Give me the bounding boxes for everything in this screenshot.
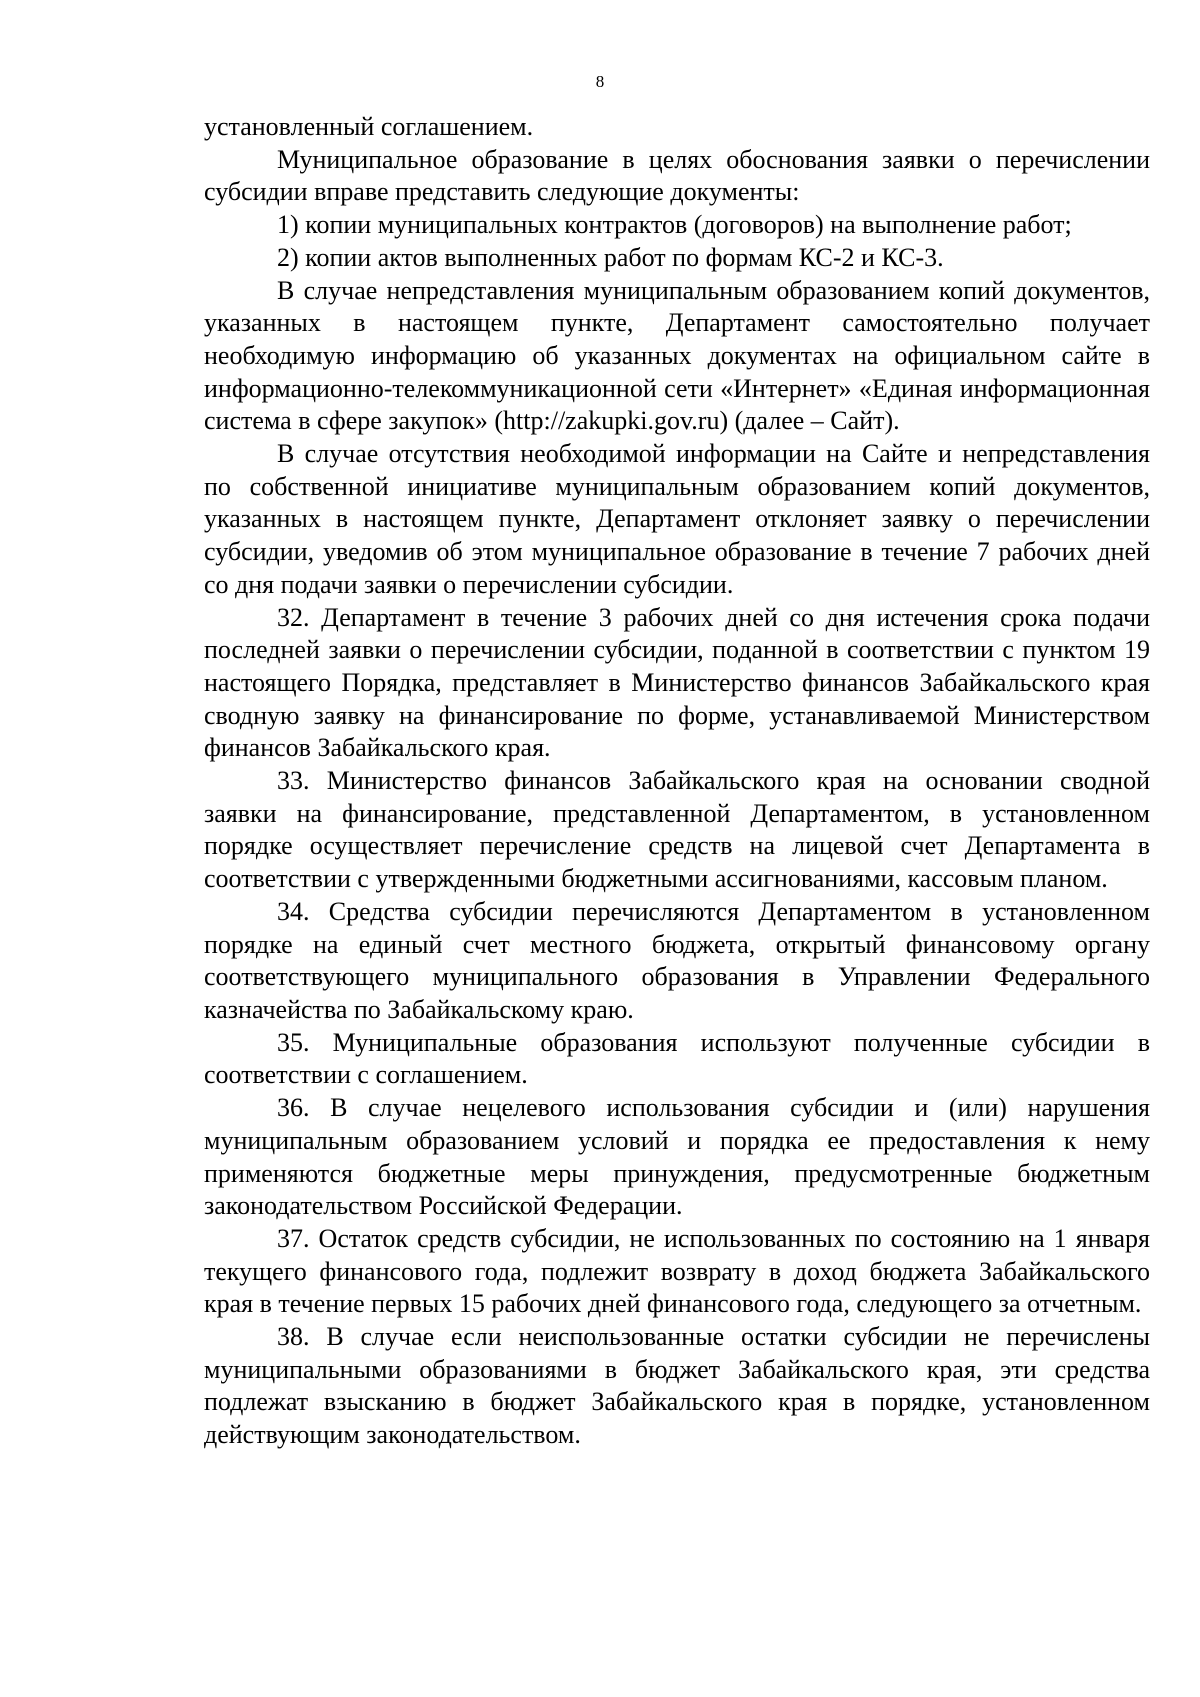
paragraph-item-37: 37. Остаток средств субсидии, не использованных по состоянию на 1 января текущего финансового года, подлежит возврату в доход бюджета Забайкальского края в течение первых 15 рабочих дней финансового года, следующего за отчетным. xyxy=(204,1223,1150,1319)
paragraph-item-33: 33. Министерство финансов Забайкальского края на основании сводной заявки на финансирование, представленной Департаментом, в установленном порядке осуществляет перечисление средств на лицевой счет Департамента в соответствии с утвержденными бюджетными ассигнованиями, кассовым планом. xyxy=(204,766,1150,894)
document-body xyxy=(204,111,1150,1452)
paragraph-continuation: установленный соглашением. xyxy=(204,112,534,141)
paragraph-item-34: 34. Средства субсидии перечисляются Департаментом в установленном порядке на единый счет местного бюджета, открытый финансовому органу соответствующего муниципального образования в Управлении Федерального казначейства по Забайкальскому краю. xyxy=(204,896,1150,1024)
paragraph-non-submission: В случае непредставления муниципальным образованием копий документов, указанных в настоящем пункте, Департамент самостоятельно получает необходимую информацию об указанных документах на официальном сайте в информационно-телекоммуникационной сети «Интернет» «Единая информационная система в сфере закупок» (http://zakupki.gov.ru) (далее – Сайт). xyxy=(204,275,1150,436)
paragraph-list-item-1: 1) копии муниципальных контрактов (договоров) на выполнение работ; xyxy=(277,210,1072,240)
page-number: 8 xyxy=(595,72,605,91)
paragraph-item-36: 36. В случае нецелевого использования субсидии и (или) нарушения муниципальным образованием условий и порядка ее предоставления к нему применяются бюджетные меры принуждения, предусмотренные бюджетным законодательством Российской Федерации. xyxy=(204,1093,1150,1221)
paragraph-item-32: 32. Департамент в течение 3 рабочих дней со дня истечения срока подачи последней заявки о перечислении субсидии, поданной в соответствии с пунктом 19 настоящего Порядка, представляет в Министерство финансов Забайкальского края сводную заявку на финансирование по форме, устанавливаемой Министерством финансов Забайкальского края. xyxy=(204,602,1150,763)
paragraph-list-item-2: 2) копии актов выполненных работ по формам КС-2 и КС-3. xyxy=(277,242,944,272)
paragraph-documents-intro: Муниципальное образование в целях обоснования заявки о перечислении субсидии вправе представить следующие документы: xyxy=(204,144,1150,207)
paragraph-rejection: В случае отсутствия необходимой информации на Сайте и непредставления по собственной инициативе муниципальным образованием копий документов, указанных в настоящем пункте, Департамент отклоняет заявку о перечислении субсидии, уведомив об этом муниципальное образование в течение 7 рабочих дней со дня подачи заявки о перечислении субсидии. xyxy=(204,439,1150,599)
paragraph-item-38: 38. В случае если неиспользованные остатки субсидии не перечислены муниципальными образованиями в бюджет Забайкальского края, эти средства подлежат взысканию в бюджет Забайкальского края в порядке, установленном действующим законодательством. xyxy=(204,1322,1150,1450)
paragraph-item-35: 35. Муниципальные образования используют полученные субсидии в соответствии с соглашением. xyxy=(204,1027,1150,1090)
